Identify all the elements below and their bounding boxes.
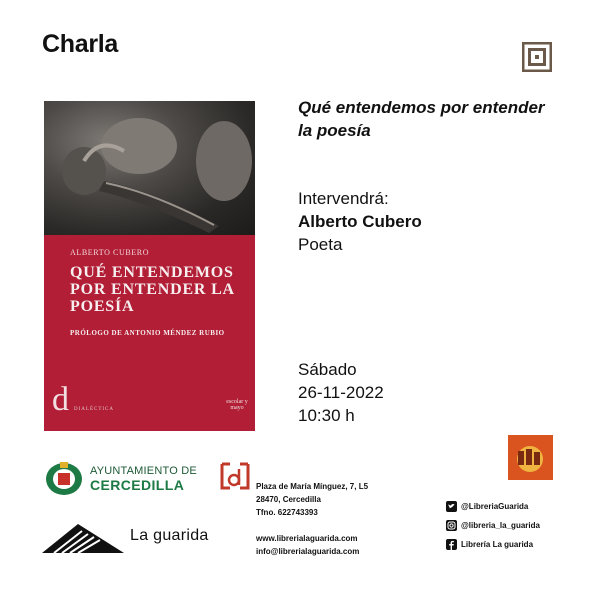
cover-title: QUÉ ENTENDEMOS POR ENTENDER LA POESÍA [70, 264, 235, 315]
contact-block [256, 532, 359, 558]
speaker-block [298, 187, 422, 256]
phone-number: Tfno. 622743393 [256, 508, 318, 517]
council-name: CERCEDILLA [90, 477, 185, 493]
cover-photo [44, 101, 255, 235]
cover-prologue: PRÓLOGO DE ANTONIO MÉNDEZ RUBIO [70, 329, 225, 337]
twitter-link[interactable] [446, 501, 528, 512]
event-date: 26-11-2022 [298, 383, 384, 402]
page-title: Charla [42, 30, 119, 58]
website-link[interactable]: www.librerialaguarida.com [256, 534, 358, 543]
event-datetime [298, 358, 384, 427]
instagram-link[interactable] [446, 520, 540, 531]
facebook-icon [446, 539, 457, 550]
bookstore-name: La guarida [130, 527, 209, 544]
address-city: 28470, Cercedilla [256, 495, 321, 504]
event-time: 10:30 h [298, 406, 355, 425]
partner-badge [508, 435, 553, 480]
publisher-mark: escolar y mayo [226, 399, 248, 411]
concentric-square-logo [522, 42, 552, 72]
email-link[interactable]: info@librerialaguarida.com [256, 547, 360, 556]
bookstore-d-logo [220, 462, 250, 490]
facebook-link[interactable] [446, 539, 533, 550]
speaker-role: Poeta [298, 235, 343, 254]
facebook-page: Librería La guarida [461, 540, 534, 549]
speaker-intro: Intervendrá: [298, 189, 389, 208]
address-block [256, 480, 368, 519]
twitter-icon [446, 501, 457, 512]
la-guarida-logo [42, 522, 124, 554]
twitter-handle: @LibreriaGuarida [461, 502, 529, 511]
book-cover [44, 101, 255, 431]
hands-sculpting-image [44, 101, 255, 235]
instagram-icon [446, 520, 457, 531]
collection-letter: d [52, 381, 69, 418]
instagram-handle: @libreria_la_guarida [461, 521, 540, 530]
address-street: Plaza de María Mínguez, 7, L5 [256, 482, 369, 491]
collection-name: DIALÉCTICA [74, 407, 114, 412]
event-day: Sábado [298, 360, 357, 379]
council-crest-logo [44, 459, 84, 497]
talk-title: Qué entendemos por entender la poesía [298, 98, 545, 140]
council-label: AYUNTAMIENTO DE [90, 465, 197, 477]
speaker-name: Alberto Cubero [298, 212, 422, 231]
cover-author: ALBERTO CUBERO [70, 248, 150, 257]
